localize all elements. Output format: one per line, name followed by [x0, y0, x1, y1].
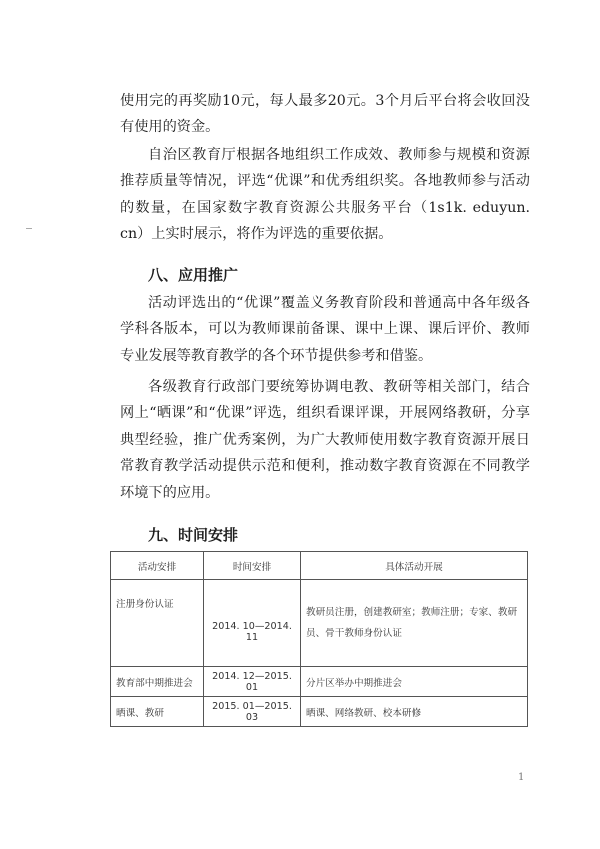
paragraph-evaluation-criteria: 自治区教育厅根据各地组织工作成效、教师参与规模和资源推荐质量等情况，评选“优课”和优秀组织奖。各地教师参与活动的数量，在国家数字教育资源公共服务平台（1s1k. eduyun. cn）上实时展示，将作为评选的重要依据。: [120, 147, 530, 243]
section-9-heading: 九、时间安排: [148, 526, 239, 544]
page-number: 1: [518, 772, 525, 783]
table-cell: 教育部中期推进会: [111, 667, 204, 697]
table-cell: 教研员注册，创建教研室；教师注册；专家、教研员、骨干教师身份认证: [301, 580, 528, 667]
table-header-cell: 具体活动开展: [301, 552, 528, 580]
table-cell: 分片区举办中期推进会: [301, 667, 528, 697]
table-cell: 晒课、教研: [111, 697, 204, 727]
section-8-heading: 八、应用推广: [148, 266, 239, 284]
table-cell: 2015. 01—2015. 03: [204, 697, 301, 727]
table-row: [111, 580, 528, 667]
table-cell: 晒课、网络教研、校本研修: [301, 697, 528, 727]
table-header-row: [111, 552, 528, 580]
table-header-cell: 时间安排: [204, 552, 301, 580]
paragraph-reward-funds: 使用完的再奖励10元，每人最多20元。3个月后平台将会收回没有使用的资金。: [120, 93, 530, 136]
table-cell: 2014. 12—2015. 01: [204, 667, 301, 697]
schedule-table: [110, 551, 528, 727]
table-row: [111, 697, 528, 727]
table-cell: 2014. 10—2014. 11: [204, 580, 301, 667]
table-cell: 注册身份认证: [111, 580, 204, 667]
table-header-cell: 活动安排: [111, 552, 204, 580]
table-row: [111, 667, 528, 697]
scan-speck: [26, 228, 32, 229]
paragraph-application-scope: 活动评选出的“优课”覆盖义务教育阶段和普通高中各年级各学科各版本，可以为教师课前备课、课中上课、课后评价、教师专业发展等教育教学的各个环节提供参考和借鉴。: [120, 295, 530, 364]
paragraph-promotion-measures: 各级教育行政部门要统筹协调电教、教研等相关部门，结合网上“晒课”和“优课”评选，组织看课评课，开展网络教研，分享典型经验，推广优秀案例，为广大教师使用数字教育资源开展日常教育教学活动提供示范和便利，推动数字教育资源在不同教学环境下的应用。: [120, 379, 530, 501]
